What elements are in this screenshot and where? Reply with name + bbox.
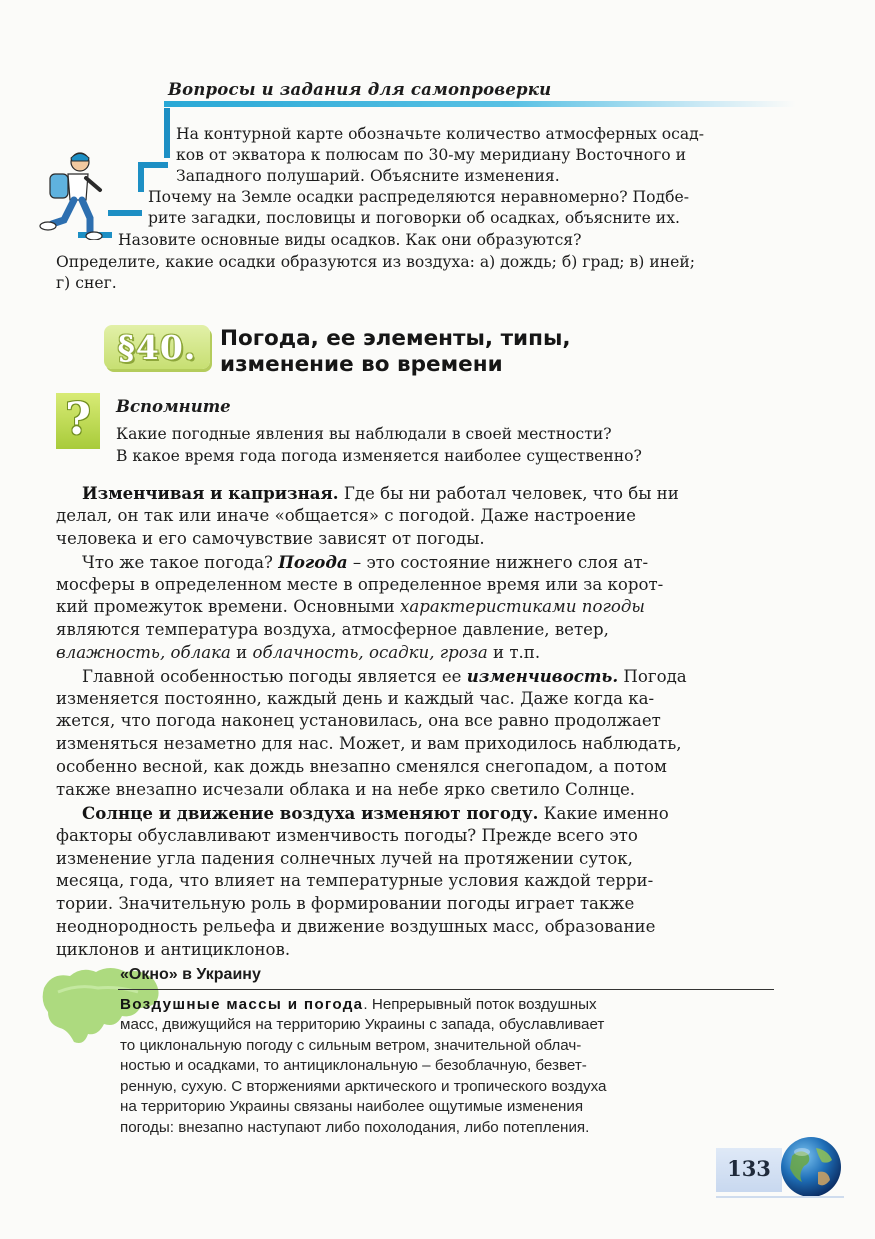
paragraph-4-line-1 [82,802,669,826]
term-weather: Погода [278,552,348,572]
section-title [220,326,571,378]
paragraph-2-text-e: и т.п. [487,643,541,662]
term-humidity-clouds: влажность, облака [56,643,231,662]
questions-title: Вопросы и задания для самопроверки [168,80,552,99]
questions-line-7: Определите, какие осадки образуются из воздуха: а) дождь; б) град; в) иней; [56,253,695,271]
paragraph-4-lead: Солнце и движение воздуха изменяют погоду. [82,803,539,823]
questions-line-6: Назовите основные виды осадков. Как они образуются? [118,231,582,249]
window-ukraine-line-1 [120,995,597,1016]
paragraph-2-line-2: мосферы в определенном месте в определенное время или за корот- [56,575,664,594]
term-variability: изменчивость. [466,666,619,686]
paragraph-2-line-3 [56,596,645,619]
paragraph-2-text-c: кий промежуток времени. Основными [56,597,400,616]
window-ukraine-rule [118,989,774,990]
section-title-line-1: Погода, ее элементы, типы, [220,326,571,351]
window-ukraine-lead: Воздушные массы и погода [120,996,364,1013]
paragraph-2-text-a: Что же такое погода? [82,553,279,572]
window-ukraine-line-2: масс, движущийся на территорию Украины с запада, обуславливает [120,1016,605,1033]
globe-icon [778,1134,844,1200]
paragraph-1-line-3: человека и его самочувствие зависят от погоды. [56,529,485,548]
paragraph-2-line-5 [56,642,540,665]
window-ukraine-line-4: ностью и осадками, то антициклональную – безоблачную, безвет- [120,1057,587,1074]
paragraph-4-line-6: неоднородность рельефа и движение воздушных масс, образование [56,917,656,936]
paragraph-4-text: Какие именно [538,804,669,823]
paragraph-1-text: Где бы ни работал человек, что бы ни [338,484,679,503]
remember-title: Вспомните [116,397,231,416]
paragraph-3-text-b: Погода [618,667,687,686]
question-mark-icon [56,393,100,449]
remember-line-1: Какие погодные явления вы наблюдали в своей местности? [116,425,612,443]
questions-line-5: рите загадки, пословицы и поговорки об осадках, объясните их. [148,209,680,227]
paragraph-4-line-3: изменение угла падения солнечных лучей на протяжении суток, [56,849,633,868]
paragraph-3-line-2: изменяется постоянно, каждый день и каждый час. Даже когда ка- [56,689,655,708]
stair-step-1 [164,108,170,158]
page-number-box [716,1148,782,1192]
section-title-line-2: изменение во времени [220,352,503,377]
paragraph-3-line-3: жется, что погода наконец установилась, она все равно продолжает [56,711,661,730]
window-ukraine-title: «Окно» в Украину [120,966,261,983]
stair-step-3 [138,166,144,192]
window-ukraine-line-3: то циклональную погоду с сильным ветром, значительной облач- [120,1037,582,1054]
questions-line-2: ков от экватора к полюсам по 30-му меридиану Восточного и [176,146,686,164]
stair-step-4 [108,210,142,216]
term-cloudiness: облачность, осадки, гроза [252,643,488,662]
page-number: 133 [727,1156,771,1181]
paragraph-3-line-1 [82,665,687,689]
paragraph-1-line-2: делал, он так или иначе «общается» с погодой. Даже настроение [56,506,636,525]
questions-line-8: г) снег. [56,274,117,292]
questions-line-4: Почему на Земле осадки распределяются неравномерно? Подбе- [148,188,690,206]
paragraph-1-line-1 [82,482,679,506]
paragraph-1-lead: Изменчивая и капризная. [82,483,339,503]
questions-line-1: На контурной карте обозначьте количество атмосферных осад- [176,125,704,143]
window-ukraine-line-5: ренную, сухую. С вторжениями арктического и тропического воздуха [120,1078,607,1095]
section-number: §40. [117,328,197,367]
paragraph-2-line-4: являются температура воздуха, атмосферное давление, ветер, [56,620,609,639]
window-ukraine-text: . Непрерывный поток воздушных [363,996,597,1013]
window-ukraine-line-7: погоды: внезапно наступают либо похолодания, либо потепления. [120,1119,590,1136]
paragraph-3-text-a: Главной особенностью погоды является ее [82,667,467,686]
paragraph-4-line-4: месяца, года, что влияет на температурные условия каждой терри- [56,871,654,890]
question-mark-glyph: ? [65,394,91,445]
term-weather-characteristics: характеристиками погоды [400,597,645,616]
paragraph-3-line-4: изменяться незаметно для нас. Может, и вам приходилось наблюдать, [56,734,682,753]
paragraph-2-text-d: и [230,643,253,662]
paragraph-4-line-7: циклонов и антициклонов. [56,940,291,959]
questions-title-band [164,101,796,107]
paragraph-2-line-1 [82,551,648,575]
paragraph-4-line-5: тории. Значительную роль в формировании погоды играет также [56,894,635,913]
paragraph-3-line-6: также внезапно исчезали облака и на небе ярко светило Солнце. [56,780,636,799]
paragraph-2-text-b: – это состояние нижнего слоя ат- [347,553,649,572]
remember-line-2: В какое время года погода изменяется наиболее существенно? [116,447,642,465]
questions-line-3: Западного полушарий. Объясните изменения. [176,167,560,185]
paragraph-4-line-2: факторы обуславливают изменчивость погоды? Прежде всего это [56,826,638,845]
window-ukraine-line-6: на территорию Украины связаны наиболее ощутимые изменения [120,1098,584,1115]
section-number-badge [104,325,210,369]
climbing-boy-illustration [30,150,110,240]
paragraph-3-line-5: особенно весной, как дождь внезапно сменялся снегопадом, а потом [56,757,667,776]
footer-rule [716,1196,844,1198]
